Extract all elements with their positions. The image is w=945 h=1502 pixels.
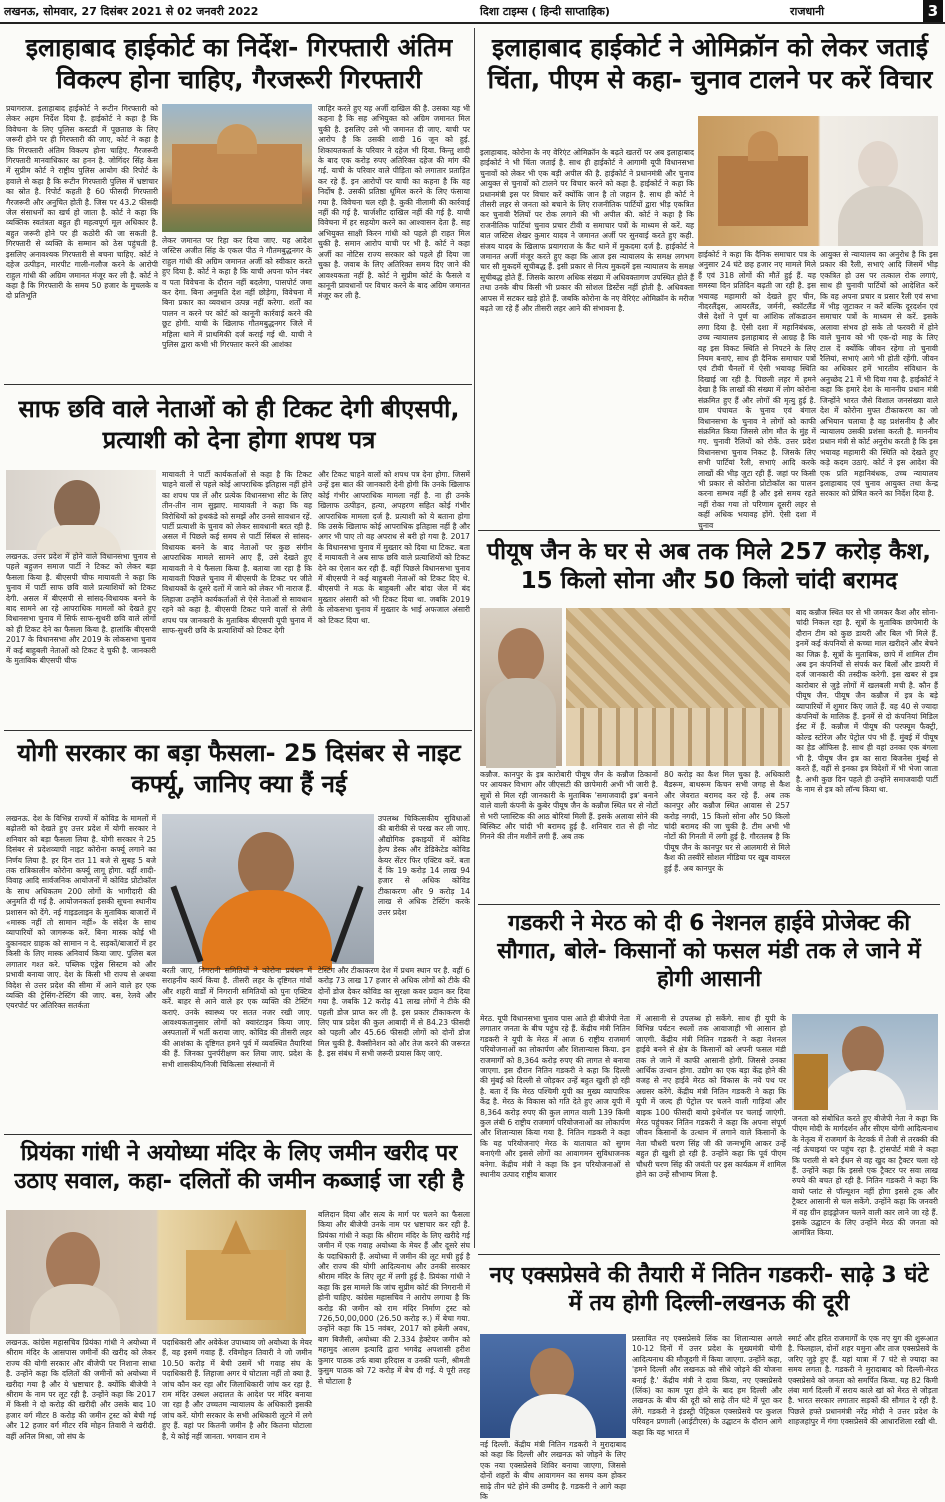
story-hc-arrest-col1: प्रयागराज. इलाहाबाद हाईकोर्ट ने रूटीन गिरफ्तारी को लेकर अहम निर्देश दिया है. हाईकोर्ट ने कहा है कि विवेचना के लिए पुलिस कस्टडी में पूछताछ के लिए जरूरी होने पर ही गिरफ्तारी की जाए, कोर्ट ने कहा है कि गिरफ्तारी अंतिम विकल्प होना चाहिए. गैरजरूरी गिरफ्तारी मानवाधिकार का हनन है. जोगिंदर सिंह केस में सुप्रीम कोर्ट ने राष्ट्रीय पुलिस आयोग की रिपोर्ट के हवाले से कहा है कि रूटीन गिरफ्तारी पुलिस में भ्रष्टाचार का स्रोत है. रिपोर्ट कहती है 60 फीसदी गिरफ्तारी गैरजरूरी और अनुचित होती है. जिस पर 43.2 फीसदी जेल संसाधनों का खर्च हो जाता है. कोर्ट ने कहा कि व्यक्तिक स्वतंत्रता बहुत ही महत्वपूर्ण मूल अधिकार है. बहुत जरूरी होने पर ही कठोरी की जा सकती है. गिरफ्तारी से व्यक्ति के सम्मान को ठेस पहुंचती है. इसलिए अनावश्यक गिरफ्तारी से बचना चाहिए. कोर्ट ने दहेज उत्पीड़न, मारपीट गाली-गलौज करने के आरोपी राहुल गांधी की अग्रिम जमानत मंजूर कर ली है. कोर्ट ने कहा है कि गिरफ्तारी के समय 50 हजार के मुचलके व दो प्रतिभूति	[6, 104, 158, 301]
story-curfew-col3a: उपलब्ध चिकित्सकीय सुविधाओं की बारीकी से परख कर ली जाए. औद्योगिक इकाइयों में कोविड हेल्प डेस्क और डेडिकेटेड कोविड केयर सेंटर फिर एक्टिव करें. बता दें कि 19 करोड़ 14 लाख 94 हजार से अधिक कोविड टीकाकरण और 9 करोड़ 14 लाख से अधिक टेस्टिंग करके उत्तर प्रदेश	[378, 814, 470, 917]
story-curfew-col2: बरती जाए, निगरानी समितियों ने कोरोना प्रबंधन में सराहनीय कार्य किया है. तीसरी लहर के दृष्टिगत गांवों और शहरी वार्डों में निगरानी समितियों को पुनः एक्टिव करें. बाहर से आने वाले हर एक व्यक्ति की टेस्टिंग कराएं. उनके स्वास्थ्य पर सतत नजर रखी जाए. आवश्यकतानुसार लोगों को क्वारंटाइन किया जाए. अस्पतालों में भर्ती कराया जाए. कोविड की तीसरी लहर की आशंका के दृष्टिगत हमने पूर्व में व्यवस्थित तैयारियां की हैं. जिनका पुनर्परीक्षण कर लिया जाए. प्रदेश के सभी शासकीय/निजी चिकित्सा संस्थानों में	[162, 966, 312, 1069]
photo-gadkari-speaking	[480, 1334, 626, 1438]
photo-court-and-modi	[698, 116, 938, 246]
headline-omicron-election: इलाहाबाद हाईकोर्ट ने ओमिक्रॉन को लेकर जताई चिंता, पीएम से कहा- चुनाव टालने पर करें विचार	[487, 33, 933, 94]
story-omicron-col1: इलाहाबाद. कोरोना के नए वेरिएंट ओमिक्रॉन के बढ़ते खतरों पर अब इलाहाबाद हाईकोर्ट ने भी चिंता जताई है. साथ ही हाईकोर्ट ने आगामी यूपी विधानसभा चुनावों को लेकर भी एक बड़ी अपील की है. हाईकोर्ट ने प्रधानमंत्री और चुनाव आयुक्त से चुनावों को टालने पर विचार करने को कहा है. हाईकोर्ट ने कहा कि प्रधानमंत्री इस पर विचार करें क्योंकि जान है तो जहान है. साथ ही कोर्ट ने तीसरी लहर से जनता को बचाने के लिए राजनीतिक पार्टियों द्वारा भीड़ एकत्रित कर चुनावी रैलियों पर रोक लगाने की भी अपील की. कोर्ट ने कहा है कि राजनीतिक पार्टियां चुनाव प्रचार टीवी व समाचार पत्रों के माध्यम से करें. यह बात जस्टिस शेखर कुमार यादव ने जमानत अर्जी पर सुनवाई करते हुए कही. संजय यादव के खिलाफ प्रयागराज के कैंट थाने में मुकदमा दर्ज है. हाईकोर्ट ने जमानत अर्जी मंजूर करते हुए कहा कि आज इस न्यायालय के समक्ष लगभग चार सौ मुकदमें सूचीबद्ध हैं. इसी प्रकार से नित्य मुकदमें इस न्यायालय के समक्ष सूचीबद्ध होते हैं. जिसके कारण अधिक संख्या में अधिवक्तागण उपस्थित होते हैं तथा उनके बीच किसी भी प्रकार की सोशल डिस्टेंस नहीं होती है. अधिवक्ता आपस में सटकर खड़े होते हैं. जबकि कोरोना के नए वेरिएंट ओमिक्रॉन के मरीज बढ़ते जा रहे हैं और तीसरी लहर आने की संभावना है.	[480, 148, 694, 314]
story-priyanka-col1: लखनऊ. कांग्रेस महासचिव प्रियंका गांधी ने अयोध्या में श्रीराम मंदिर के आसपास जमीनों की खरीद को लेकर राज्य की योगी सरकार और बीजेपी पर निशाना साधा है. उन्होंने कहा कि दलितों की जमीनों को अयोध्या में खरीदा गया है और ये भ्रष्टाचार है. क्योंकि बीजेपी ने श्रीराम के नाम पर लूट रही है. उन्होंने कहा कि 2017 में किसी ने दो करोड़ की खरीदी और उसके बाद 10 हजार वर्ग मीटर 8 करोड़ की जमीन ट्रस्ट को बेची गई और 12 हजार वर्ग मीटर रवि मोहन तिवारी ने खरीदी. वहीं अनिल मिश्रा, जो संघ के	[6, 1338, 156, 1441]
story-omicron-col2: हाईकोर्ट ने कहा कि दैनिक समाचार पत्र के अनुसार 24 घंटे छह हजार नए मामले मिले हैं एवं 318 लोगों की मौतें हुई हैं. यह समस्या दिन प्रतिदिन बढ़ती जा रही है. इस भयावह महामारी को देखते हुए चीन, नीदरलैंड्स, आयरलैंड, जर्मनी, स्कॉटलैंड जैसे देशों ने पूर्ण या आंशिक लॉकडाउन लगा दिया है. ऐसी दशा में महानिबंधक, उच्च न्यायालय इलाहाबाद से आग्रह है कि वह इस विकट स्थिति से निपटने के लिए नियम बनाएं, साथ ही दैनिक समाचार पत्रों एवं टीवी चैनलों में ऐसी भयावह स्थिति दिखाई जा रही है. पिछली लहर में हमने देखा है कि लाखों की संख्या में लोग कोरोना संक्रमित हुए हैं और लोगों की मृत्यु हुई है. ग्राम पंचायत के चुनाव एवं बंगाल विधानसभा के चुनाव ने लोगों को काफी संक्रमित किया जिससे लोग मौत के मुंह में गए. चुनावी रैलियों को रोकें. उत्तर प्रदेश विधानसभा चुनाव निकट है. जिसके लिए सभी पार्टियां रैली, सभाएं आदि करके लाखों की भीड़ जुटा रही हैं. जहां पर किसी भी प्रकार से कोरोना प्रोटोकॉल का पालन करना सम्भव नहीं है और इसे समय रहते नहीं रोका गया तो परिणाम दूसरी लहर से कहीं अधिक भयावह होंगे. ऐसी दशा में चुनाव	[698, 250, 816, 530]
story-expressway-col3: स्मार्ट और हरित राजमार्गों के एक नए युग की शुरूआत है. फिलहाल, दोनों शहर यमुना और ताज एक्सप्रेसवे के जरिए जुड़े हुए हैं. यहां यात्रा में 7 घंटे से ज्यादा का समय लगता है. गडकरी ने मुरादाबाद को दिल्ली-मेरठ एक्सप्रेसवे को जनता को समर्पित किया. यह 82 किमी लंबा मार्ग दिल्ली में सराय काले खां को मेरठ से जोड़ता है. भारत सरकार लगातार सड़कों की सौगात दे रही है. पिछले हफ्ते प्रधानमंत्री नरेंद्र मोदी ने उत्तर प्रदेश के शाहजहांपुर में गंगा एक्सप्रेसवे की आधारशिला रखी थी.	[788, 1334, 938, 1427]
rule	[478, 530, 940, 531]
headline-gadkari-meerut: गडकरी ने मेरठ को दी 6 नेशनल हाईवे प्रोजेक्ट की सौगात, बोले- किसानों को फसल मंडी तक ले जाने में होगी आसानी	[497, 911, 921, 993]
photo-high-court-building	[162, 104, 312, 232]
rule	[4, 730, 472, 731]
headline-piyush-jain: पीयूष जैन के घर से अब तक मिले 257 करोड़ कैश, 15 किलो सोना और 50 किलो चांदी बरामद	[487, 539, 931, 595]
story-omicron-col3: आयुक्त से न्यायालय का अनुरोध है कि इस प्रकार की रैली, सभाएं आदि जिसमें भीड़ एकत्रित हो उस पर तत्काल रोक लगाएं, साथ ही चुनावी पार्टियों को आदेशित करें कि वह अपना प्रचार व प्रसार रैली एवं सभा में भीड़ जुटाकर न करें बल्कि दूरदर्शन एवं समाचार पत्रों के माध्यम से करें. इसके अलावा संभव हो सके तो फरवरी में होने वाले चुनाव को भी एक-दो माह के लिए टाल दें क्योंकि जीवन रहेगा तो चुनावी रैलियां, सभाएं आगे भी होती रहेंगी. जीवन का अधिकार हमें भारतीय संविधान के अनुच्छेद 21 में भी दिया गया है. हाईकोर्ट ने कहा कि हमारे देश के माननीय प्रधान मंत्री जिन्होंने भारत जैसे विशाल जनसंख्या वाले देश में कोरोना मुफ्त टीकाकरण का जो अभियान चलाया है वह प्रशंसनीय है और न्यायालय उसकी प्रशंसा करती है. माननीय प्रधान मंत्री से कोर्ट अनुरोध करती है कि इस भयावह महामारी की स्थिति को देखते हुए कड़े कदम उठाएं. कोर्ट ने इस आदेश की एक प्रति महानिबंधक, उच्च न्यायालय इलाहाबाद एवं चुनाव आयुक्त तथा केन्द्र सरकार को प्रेषित करने का निर्देश दिया है.	[820, 250, 939, 499]
story-hc-arrest-col2: लेकर जमानत पर रिहा कर दिया जाए. यह आदेश जस्टिस अजीत सिंह के एकल पीठ ने गौतमबुद्धनगर के राहुल गांधी की अग्रिम जमानत अर्जी को स्वीकार करते हुए दिया है. कोर्ट ने कहा है कि याची अपना फोन नंबर व पता विवेचना के दौरान नहीं बदलेगा, पासपोर्ट जमा कर देगा. बिना अनुमति देश नहीं छोड़ेगा, विवेचना में बिना प्रकार का व्यवधान उत्पन्न नहीं करेगा. शर्तों का पालन न करने पर कोर्ट को कानूनी कार्रवाई करने की छूट होगी. याची के खिलाफ गौतमबुद्धनगर जिले में महिला थाने में प्राथमिकी दर्ज कराई गई थी. याची ने पुलिस द्वारा कभी भी गिरफ्तार करने की आशंका	[162, 236, 312, 350]
headline-delhi-lucknow-expressway: नए एक्सप्रेसवे की तैयारी में नितिन गडकरी- साढ़े 3 घंटे में तय होगी दिल्ली-लखनऊ की दूरी	[489, 1263, 929, 1317]
headline-priyanka-ayodhya: प्रियंका गांधी ने अयोध्या मंदिर के लिए जमीन खरीद पर उठाए सवाल, कहा- दलितों की जमीन कब्जाई जा रही है	[14, 1141, 464, 1195]
story-hc-arrest-col3: जाहिर करते हुए यह अर्जी दाखिल की है. उसका यह भी कहना है कि सह अभियुक्त को अग्रिम जमानत मिल चुकी है. इसलिए उसे भी जमानत दी जाए. याची पर आरोप है कि उसकी शादी 16 जून को हुई. शिकायतकर्ता के परिवार ने दहेज भी दिया. किन्तु शादी के बाद एक करोड़ रुपए अतिरिक्त दहेज की मांग की गई. याची के परिवार वाले पीड़िता को लगातार प्रताड़ित कर रहे हैं. इन आरोपों पर याची का कहना है कि वह निर्दोष है. उसकी प्रतिष्ठा धूमिल करने के लिए फंसाया गया है. विवेचना चल रही है. कुकी नीलामी की कार्रवाई नहीं की गई है. चार्जशीट दाखिल नहीं की गई है. याची विवेचना में हर सहयोग करने का आश्वासन देता है. सह अभियुक्त साक्षी किरन गांधी को पहले ही राहत मिल चुकी है. समान आरोप याची पर भी है. कोर्ट ने कहा अर्जी का नोटिस राज्य सरकार को पहले ही दिया जा चुका है. जवाब के लिए अतिरिक्त समय दिए जाने की आवश्यकता नहीं है. कोर्ट ने सुप्रीम कोर्ट के फैसले व कानूनी प्रावधानों पर विचार करने के बाद अग्रिम जमानत मंजूर कर ली है.	[318, 104, 470, 301]
rule	[4, 1134, 472, 1135]
story-expressway-col2: प्रस्तावित नए एक्सप्रेसवे लिंक का शिलान्यास अगले 10-12 दिनों में उत्तर प्रदेश के मुख्यमंत्री योगी आदित्यनाथ की मौजूदगी में किया जाएगा. उन्होंने कहा, 'हमने दिल्ली और लखनऊ को सीधे जोड़ने की योजना बनाई है.' केंद्रीय मंत्री ने दावा किया, नए एक्सप्रेसवे (लिंक) का काम पूरा होने के बाद हम दिल्ली और लखनऊ के बीच की दूरी को साढ़े तीन घंटे में पूरा कर लेंगे. गडकरी ने इंडस्ट्री पेट्रिकल एक्सप्रेसवे पर कुशल परिवहन प्रणाली (आईटीएस) के उद्घाटन के दौरान आगे कहा कि यह भारत में	[632, 1334, 782, 1437]
photo-cash-bundles	[566, 608, 790, 766]
column-divider	[474, 28, 475, 1248]
page-header	[0, 0, 945, 24]
page-number: 3	[923, 0, 943, 22]
story-meerut-col2: में आसानी से उपलब्ध हो सकेंगे. साथ ही यूपी के विभिन्न पर्यटन स्थलों तक आवाजाही भी आसान हो जाएगी. केंद्रीय मंत्री नितिन गडकरी ने कहा नेशनल हाईवे बनने से क्षेत्र के किसानों को अपनी फसल मंडी तक ले जाने में काफी आसानी होगी. जिससे उनका आर्थिक उत्थान होगा. उद्योग का एक बड़ा केंद्र होने की वजह से नए हाईवे मेरठ को विकास के नये पथ पर अग्रसर करेंगे. केंद्रीय मंत्री नितिन गडकरी ने कहा कि यूपी में जल्द ही पेट्रोल पर चलने वाली गाड़ियां और बाइक 100 फीसदी बायो इथेनॉल पर चलाई जाएंगी. मेरठ पहुंचकर नितिन गडकरी ने कहा कि अपना संपूर्ण जीवन किसानों के उत्थान में लगाने वाले किसानों के नेता चौधरी चरण सिंह जी की जन्मभूमि आकर उन्हें बहुत ही खुशी हो रही है. उन्होंने कहा कि पूर्व पीएम चौधरी चरण सिंह की जयंती पर इस कार्यक्रम में शामिल होने का उन्हें सौभाग्य मिला है.	[636, 1014, 786, 1180]
story-jain-col1: कन्नौज. कानपुर के इत्र कारोबारी पीयूष जैन के कन्नौज ठिकानों पर आयकर विभाग और जीएसटी की छापेमारी अभी भी जारी है. सूत्रों से मिल रही जानकारी के मुताबिक 'समाजवादी इत्र' बनाने वाले वाली कंपनी के कुबेर पीयूष जैन के कन्नौज स्थित घर से नोटों से भरी प्लास्टिक की आठ बोरियां मिली हैं. इसके अलावा सोने की बिस्किट और चांदी भी बरामद हुई है. शनिवार रात से ही नोट गिनने की तीन मशीनें लगी हैं. अब तक	[480, 770, 658, 842]
story-curfew-col3b: टेस्टिंग और टीकाकरण देश में प्रथम स्थान पर है. वहीं 6 करोड़ 73 लाख 17 हजार से अधिक लोगों को टीके की दोनों डोज देकर कोविड का सुरक्षा कवर प्रदान कर दिया गया है. जबकि 12 करोड़ 41 लाख लोगों ने टीके की पहली डोज प्राप्त कर ली है. इस प्रकार टीकाकरण के लिए पात्र प्रदेश की कुल आबादी में से 84.23 फीसदी को पहली और 45.66 फीसदी लोगों को दोनों डोज मिल चुकी है. वैक्सीनेशन को और तेज करने की जरूरत है. इस संबंध में सभी जरूरी प्रयास किए जाएं.	[318, 966, 470, 1059]
story-expressway-col1: नई दिल्ली. केंद्रीय मंत्री नितिन गडकरी ने मुरादाबाद को कहा कि दिल्ली और लखनऊ को जोड़ने के लिए एक नया एक्सप्रेसवे शिविर बनाया जाएगा, जिससे दोनों शहरों के बीच आवागमन का समय कम होकर साढ़े तीन घंटे होने की उम्मीद है. गडकरी ने आगे कहा कि	[480, 1440, 626, 1502]
story-priyanka-col3: बलिदान दिया और सत्य के मार्ग पर चलने का फैसला किया और बीजेपी उनके नाम पर भ्रष्टाचार कर रही है. प्रियंका गांधी ने कहा कि श्रीराम मंदिर के लिए खरीदे गई जमीन में एक गवाह अयोध्या के मेयर हैं और दूसरे संघ के पदाधिकारी हैं. अयोध्या में जमीन की लूट मची हुई है और राज्य की योगी आदित्यनाथ और उनकी सरकार श्रीराम मंदिर के लिए लूट में लगी हुई है. प्रियंका गांधी ने कहा कि इस मामले कि जांच सुप्रीम कोर्ट की निगरानी में होनी चाहिए. कांग्रेस महासचिव ने आरोप लगाया है कि करोड़ की जमीन को राम मंदिर निर्माण ट्रस्ट को 726,50,00,000 (26.50 करोड़ रु.) में बेचा गया. उन्होंने कहा कि 15 नवंबर, 2017 को हबेली अवध, बाग बिजैसी, अयोध्या की 2.334 हेक्टेयर जमीन को महामुद आलम इत्यादि द्वारा भगवेद्र अपशासी हरीश कुमार पाठक उर्फ बाबा हरिदास व उनकी पत्नी, श्रीमती कुसुम पाठक को 72 करोड़ में बेच दी गई. ये पूरी तरह से घोटाला है	[318, 1210, 470, 1386]
headline-bsp-ticket: साफ छवि वाले नेताओं को ही टिकट देगी बीएसपी, प्रत्याशी को देना होगा शपथ पत्र	[18, 395, 460, 454]
headline-hc-arrest: इलाहाबाद हाईकोर्ट का निर्देश- गिरफ्तारी अंतिम विकल्प होना चाहिए, गैरजरूरी गिरफ्तारी	[25, 33, 453, 94]
section-name: राजधानी	[790, 5, 825, 18]
photo-yogi-adityanath	[162, 814, 374, 964]
photo-nitin-gadkari	[792, 1014, 938, 1110]
paper-name: दिशा टाइम्स ( हिन्दी साप्ताहिक)	[480, 5, 610, 18]
rule	[478, 904, 940, 905]
story-bsp-col2: मायावती ने पार्टी कार्यकर्ताओं से कहा है कि टिकट चाहने वालों से पहले कोई आपराधिक इतिहास नहीं होने का शपथ पत्र लें और प्रत्येक विधानसभा सीट के लिए तीन-तीन नाम सुझाए. मायावती ने कहा कि वह विरोधियों को हथकंडे को समझें और उनसे सावधान रहें. पार्टी प्रत्याशी के चुनाव को लेकर सावधानी बरत रही है. असल में पिछले कई समय से पार्टी सिंबल से सांसद-विधायक बनने के बाद नेताओं पर कुछ संगीन आपराधिक मामले सामने आए हैं, उसे देखते हुए मायावती ने ये फैसला किया है. बताया जा रहा है कि मायावती पिछले चुनाव में बीएसपी के टिकट पर जीते विधायकों के दूसरे दलों में जाने को लेकर भी नाराज हैं. लिहाजा उन्होंने कार्यकर्ताओं से ऐसे नेताओं से सावधान रहने को कहा है. बीएसपी टिकट पाने वालों से लेगी शपथ पत्र जानकारी के मुताबिक बीएसपी यूपी चुनाव में साफ-सुथरी छवि के प्रत्याशियों को टिकट देगी	[162, 470, 312, 636]
story-priyanka-col2: पदाधिकारी और अवेकेश उपाध्याय जो अयोध्या के मेयर हैं, वह इसमें गवाह हैं. रविमोहन तिवारी ने जो जमीन 10.50 करोड़ में बेची उसमें भी गवाह संघ के पदाधिकारी हैं. लिहाजा अगर ये घोटाला नहीं तो क्या है. जांच कौन कर रहा और जिलाधिकारी जांच कर रहा है. राम मंदिर उस्थल अदालत के आदेश पर मंदिर बनाया जा रहा है और उच्चतम न्यायालय के अधिकारी इसकी जांच करें. योगी सरकार के सभी अधिकारी लूटने में लगे हुए हैं. वहां पर कितनी जमीन है और कितना घोटाला है, ये कोई नहीं जानता. भगवान राम ने	[162, 1338, 312, 1441]
story-meerut-col3: जनता को संबोधित करते हुए बीजेपी नेता ने कहा कि पीएम मोदी के मार्गदर्शन और सीएम योगी आदित्यनाथ के नेतृत्व में राजमार्ग के नेटवर्क में तेजी से तरक्की की नई ऊंचाइयां पर पहुंच रहा है. ट्रांसपोर्ट मंत्री ने कहा कि पराली से बने ईंधन से वह खुद का ट्रैक्टर चला रहे हैं. उन्होंने कहा कि इससे एक ट्रैक्टर पर सवा लाख रुपये की बचत हो रही है. नितिन गडकरी ने कहा कि वायो प्लांट से पॉल्यूशन नहीं होगा इससे ट्रक और ट्रैक्टर आसानी से चल सकेंगे. उन्होंने कहा कि जनवरी में वह ग्रीन हाइड्रोजन चलने वाली कार लाने जा रहे हैं. इसके उद्घाटन के लिए उन्होंने मेरठ की जनता को आमंत्रित किया.	[792, 1114, 938, 1238]
story-bsp-col1: लखनऊ. उत्तर प्रदेश में होने वाले विधानसभा चुनाव से पहले बहुजन समाज पार्टी ने टिकट को लेकर बड़ा फैसला किया है. बीएसपी चीफ मायावती ने कहा कि चुनाव में पार्टी साफ छवि वाले प्रत्याशियों को टिकट देगी. असल में बीएसपी से सांसद-विधायक बनने के बाद सामने आ रहे आपराधिक मामलों को देखते हुए विधानसभा चुनाव में सिर्फ साफ-सुथरी छवि वाले लोगों को ही टिकट देने का फैसला किया है. हालांकि बीएसपी 2017 के विधानसभा और 2019 के लोकसभा चुनाव में कई बाहुबली नेताओं को टिकट दे चुकी है. जानकारी के मुताबिक बीएसपी चीफ	[6, 552, 156, 666]
headline-night-curfew: योगी सरकार का बड़ा फैसला- 25 दिसंबर से नाइट कर्फ्यू, जानिए क्या हैं नई	[17, 739, 461, 798]
rule	[478, 1254, 940, 1255]
photo-piyush-jain	[480, 608, 562, 766]
story-meerut-col1: मेरठ. यूपी विधानसभा चुनाव पास आते ही बीजेपी नेता लगातार जनता के बीच पहुंच रहे हैं. केंद्रीय मंत्री नितिन गडकरी ने यूपी के मेरठ में आज 6 राष्ट्रीय राजमार्ग परियोजनाओं का लोकार्पण और शिलान्यास किया. इन राजमार्गों को 8,364 करोड़ रुपए की लागत से बनाया जाएगा. इस दौरान नितिन गडकरी ने कहा कि दिल्ली की मुंबई को दिल्ली से जोड़कर उन्हें बहुत खुशी हो रही है. बता दें कि मेरठ पश्चिमी यूपी का मुख्य व्यापारिक केंद्र है. मेरठ के विकास को गति देते हुए आज यूपी में 8,364 करोड़ रुपए की कुल लागत वाली 139 किमी कुल लंबी 6 राष्ट्रीय राजमार्ग परियोजनाओं का लोकार्पण और शिलान्यास किया गया है. नितिन गडकरी ने कहा कि यह परियोजनाएं मेरठ के यातायात को सुगम बनाएंगी और इससे लोगों का आवागमन सुविधाजनक बनेगा. केंद्रीय मंत्री ने कहा कि इन परियोजनाओं से स्थानीय उत्पाद राष्ट्रीय बाजार	[480, 1014, 630, 1180]
rule	[4, 384, 472, 385]
story-jain-col3: बाद कन्नौज स्थित घर से भी जमकर कैश और सोना-चांदी निकल रहा है. सूत्रों के मुताबिक छापेमारी के दौरान टीम को कुछ डायरी और बिल भी मिले हैं. इनमें कई कंपनियों से कच्चा माल खरीदने और बेचने का जिक्र है. सूत्रों के मुताबिक, छापे में शामिल टीम अब इन कंपनियों से संपर्क कर बिलों और डायरी में दर्ज जानकारी की तस्दीक करेगी. इस खबर से इत्र कारोबार से जुड़े लोगों में खलबली मची है. कौन हैं पीयूष जैन. पीयूष जैन कन्नौज में इत्र के बड़े व्यापारियों में शुमार किए जाते हैं. वह 40 से ज्यादा कंपनियों के मालिक हैं. इनमें से दो कंपनियां मिडिल ईस्ट में हैं. कन्नौज में पीयूष की परफ्यूम फैक्ट्री, कोल्ड स्टोरेज और पेट्रोल पंप भी हैं. मुंबई में पीयूष का हेड ऑफिस है. साथ ही वहां उनका एक बंगला भी है. पीयूष जैन इत्र का सारा बिजनेस मुंबई से करते हैं, वहीं से इनका इत्र विदेशों में भी भेजा जाता है. अभी कुछ दिन पहले ही उन्होंने समाजवादी पार्टी के नाम से इत्र को लॉन्च किया था.	[796, 608, 938, 794]
photo-priyanka-and-temple	[6, 1210, 306, 1334]
photo-mayawati	[6, 470, 156, 550]
story-bsp-col3: और टिकट चाहने वालों को शपथ पत्र देना होगा. जिसमें उन्हें इस बात की जानकारी देनी होगी कि उनके खिलाफ कोई गंभीर आपराधिक मामला नहीं है. ना ही उनके खिलाफ उत्पीड़न, हत्या, अपहरण सहित कोई गंभीर आपराधिक मामला दर्ज है. प्रत्याशी को ये बताना होगा कि उसके खिलाफ कोई आपराधिक इतिहास नहीं है और अगर भी पाए तो वह अपराध से बरी हो गया है. 2017 के विधानसभा चुनाव में मुख्तार को दिया था टिकट. बता दें मायावती ने अब साफ छवि वाले प्रत्याशियों को टिकट देने का ऐलान कर रही हैं. वहीं पिछले विधानसभा चुनाव में बीएसपी ने कई बाहुबली नेताओं को टिकट दिए थे. बीएसपी ने मऊ के बाहुबली और बांदा जेल में बंद मुख्तार अंसारी को भी टिकट दिया था. जबकि 2019 के लोकसभा चुनाव में मुख्तार के भाई अफजाल अंसारी को टिकट दिया था.	[318, 470, 470, 625]
dateline: लखनऊ, सोमवार, 27 दिसंबर 2021 से 02 जनवरी 2022	[4, 5, 259, 18]
story-curfew-col1: लखनऊ. देश के विभिन्न राज्यों में कोविड के मामलों में बढ़ोतरी को देखते हुए उत्तर प्रदेश में योगी सरकार ने शनिवार को बड़ा फैसला लिया है. योगी सरकार ने 25 दिसंबर से प्रदेशव्यापी नाइट कोरोना कर्फ्यू लगाने का निर्णय लिया है. हर दिन रात 11 बजे से सुबह 5 बजे तक रात्रिकालीन कोरोना कर्फ्यू लागू होगा. वहीं शादी-विवाह आदि सार्वजनिक आयोजनों में कोविड प्रोटोकॉल के साथ अधिकतम 200 लोगों के भागीदारी की अनुमति दी गई है. आयोजनकर्ता इसकी सूचना स्थानीय प्रशासन को देंगे. नई गाइडलाइन के मुताबिक बाजारों में «मास्क नहीं तो सामान नहीं» के संदेश के साथ व्यापारियों को जागरूक करें. बिना मास्क कोई भी दुकानदार ग्राहक को सामान न दे. सड़कों/बाजारों में हर किसी के लिए मास्क अनिवार्य किया जाए. पुलिस बल लगातार गश्त करे. पब्लिक एड्रेस सिस्टम को और प्रभावी बनाया जाए. देश के किसी भी राज्य से अथवा विदेश से उत्तर प्रदेश की सीमा में आने वाले हर एक व्यक्ति की ट्रेसिंग-टेस्टिंग की जाए. बस, रेलवे और एयरपोर्ट पर अतिरिक्त सतर्कता	[6, 814, 156, 1011]
story-jain-col2: 80 करोड़ का कैश मिल चुका है. अधिकारी बैडरूम, बाथरूम किचन सभी जगह से कैश और जेवरात बरामद कर रहे हैं. अब तक कानपुर और कन्नौज स्थित आवास से 257 करोड़ नगदी, 15 किलो सोना और 50 किलो चांदी बरामद की जा चुकी है. टीम अभी भी नोटों की गिनती में लगी हुई है. गौरतलब है कि पीयूष जैन के कानपुर घर से आलमारी से मिले कैश की तस्वीरें सोशल मीडिया पर खूब वायरल हुई हैं. अब कानपुर के	[664, 770, 790, 873]
